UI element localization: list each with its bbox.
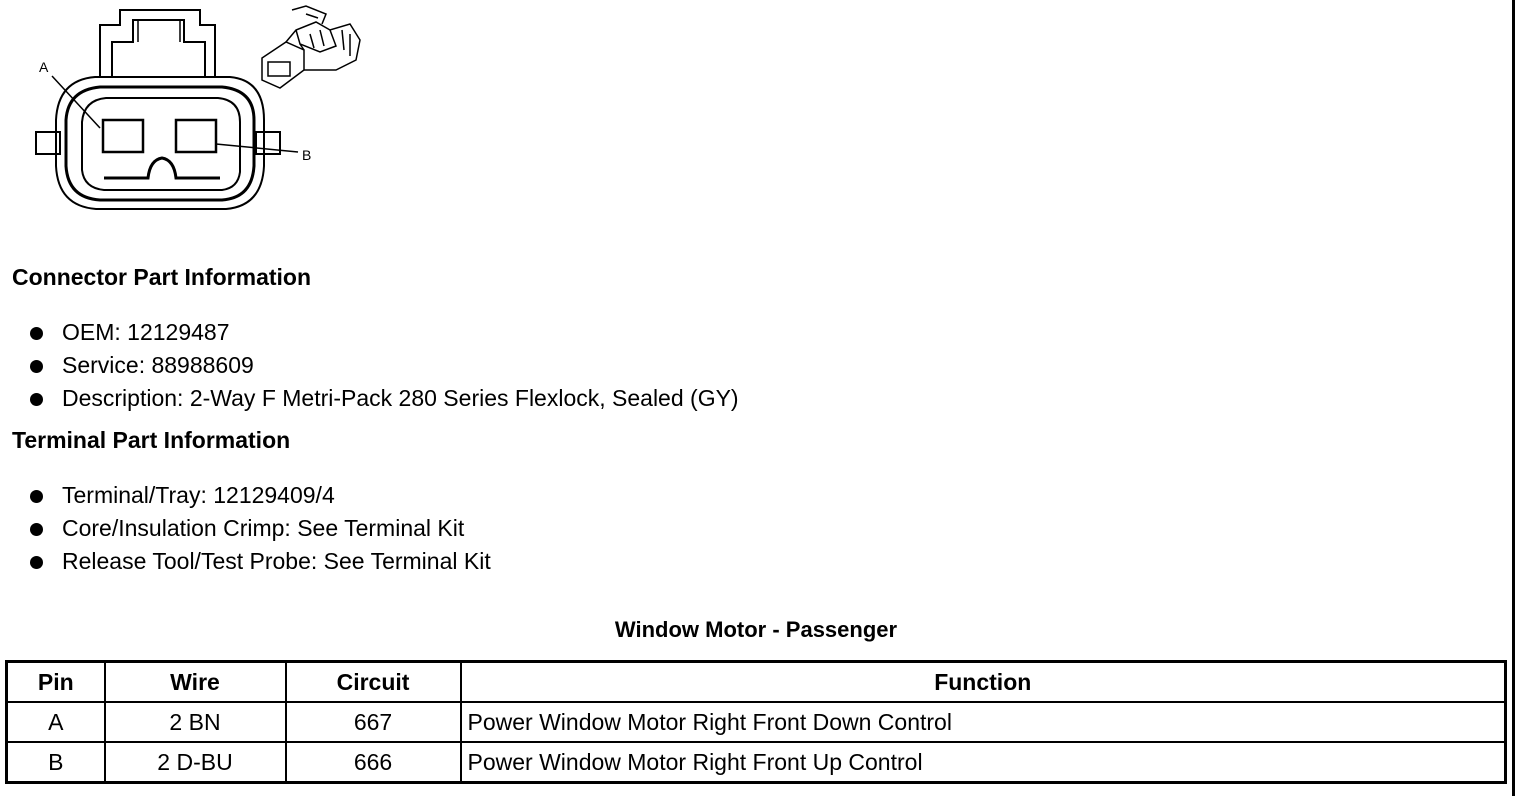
connector-part-info-list (28, 316, 739, 415)
cell-function: Power Window Motor Right Front Down Control (461, 702, 1506, 742)
list-item (28, 382, 739, 415)
list-item-text: Terminal/Tray: 12129409/4 (62, 482, 335, 508)
list-item-text: Core/Insulation Crimp: See Terminal Kit (62, 515, 465, 541)
header-circuit: Circuit (286, 662, 461, 703)
terminal-part-info-heading: Terminal Part Information (12, 427, 291, 453)
bullet-dot-icon (30, 556, 43, 569)
connector-thumbnail-icon (262, 6, 360, 88)
list-item (28, 479, 491, 512)
list-item (28, 545, 491, 578)
cell-pin: A (7, 702, 105, 742)
table-row (7, 702, 1506, 742)
list-item-text: Release Tool/Test Probe: See Terminal Kit (62, 548, 491, 574)
pin-table-title: Window Motor - Passenger (614, 617, 898, 642)
table-header-row (7, 662, 1506, 703)
header-function: Function (461, 662, 1506, 703)
cell-circuit: 667 (286, 702, 461, 742)
list-item-text: Description: 2-Way F Metri-Pack 280 Series Flexlock, Sealed (GY) (62, 385, 739, 411)
bullet-dot-icon (30, 523, 43, 536)
connector-diagram (0, 0, 380, 230)
right-border-rule (1512, 0, 1515, 796)
list-item-text: OEM: 12129487 (62, 319, 230, 345)
table-row (7, 742, 1506, 783)
cell-wire: 2 D-BU (105, 742, 286, 783)
list-item (28, 349, 739, 382)
bullet-dot-icon (30, 360, 43, 373)
list-item (28, 316, 739, 349)
cell-function: Power Window Motor Right Front Up Control (461, 742, 1506, 783)
bullet-dot-icon (30, 393, 43, 406)
connector-part-info-heading: Connector Part Information (12, 264, 312, 290)
pin-b-callout: B (302, 147, 312, 163)
header-pin: Pin (7, 662, 105, 703)
bullet-dot-icon (30, 327, 43, 340)
list-item-text: Service: 88988609 (62, 352, 254, 378)
cell-circuit: 666 (286, 742, 461, 783)
header-wire: Wire (105, 662, 286, 703)
cell-pin: B (7, 742, 105, 783)
pin-table (5, 660, 1507, 784)
bullet-dot-icon (30, 490, 43, 503)
cell-wire: 2 BN (105, 702, 286, 742)
pin-a-callout: A (39, 59, 49, 75)
list-item (28, 512, 491, 545)
terminal-part-info-list (28, 479, 491, 578)
